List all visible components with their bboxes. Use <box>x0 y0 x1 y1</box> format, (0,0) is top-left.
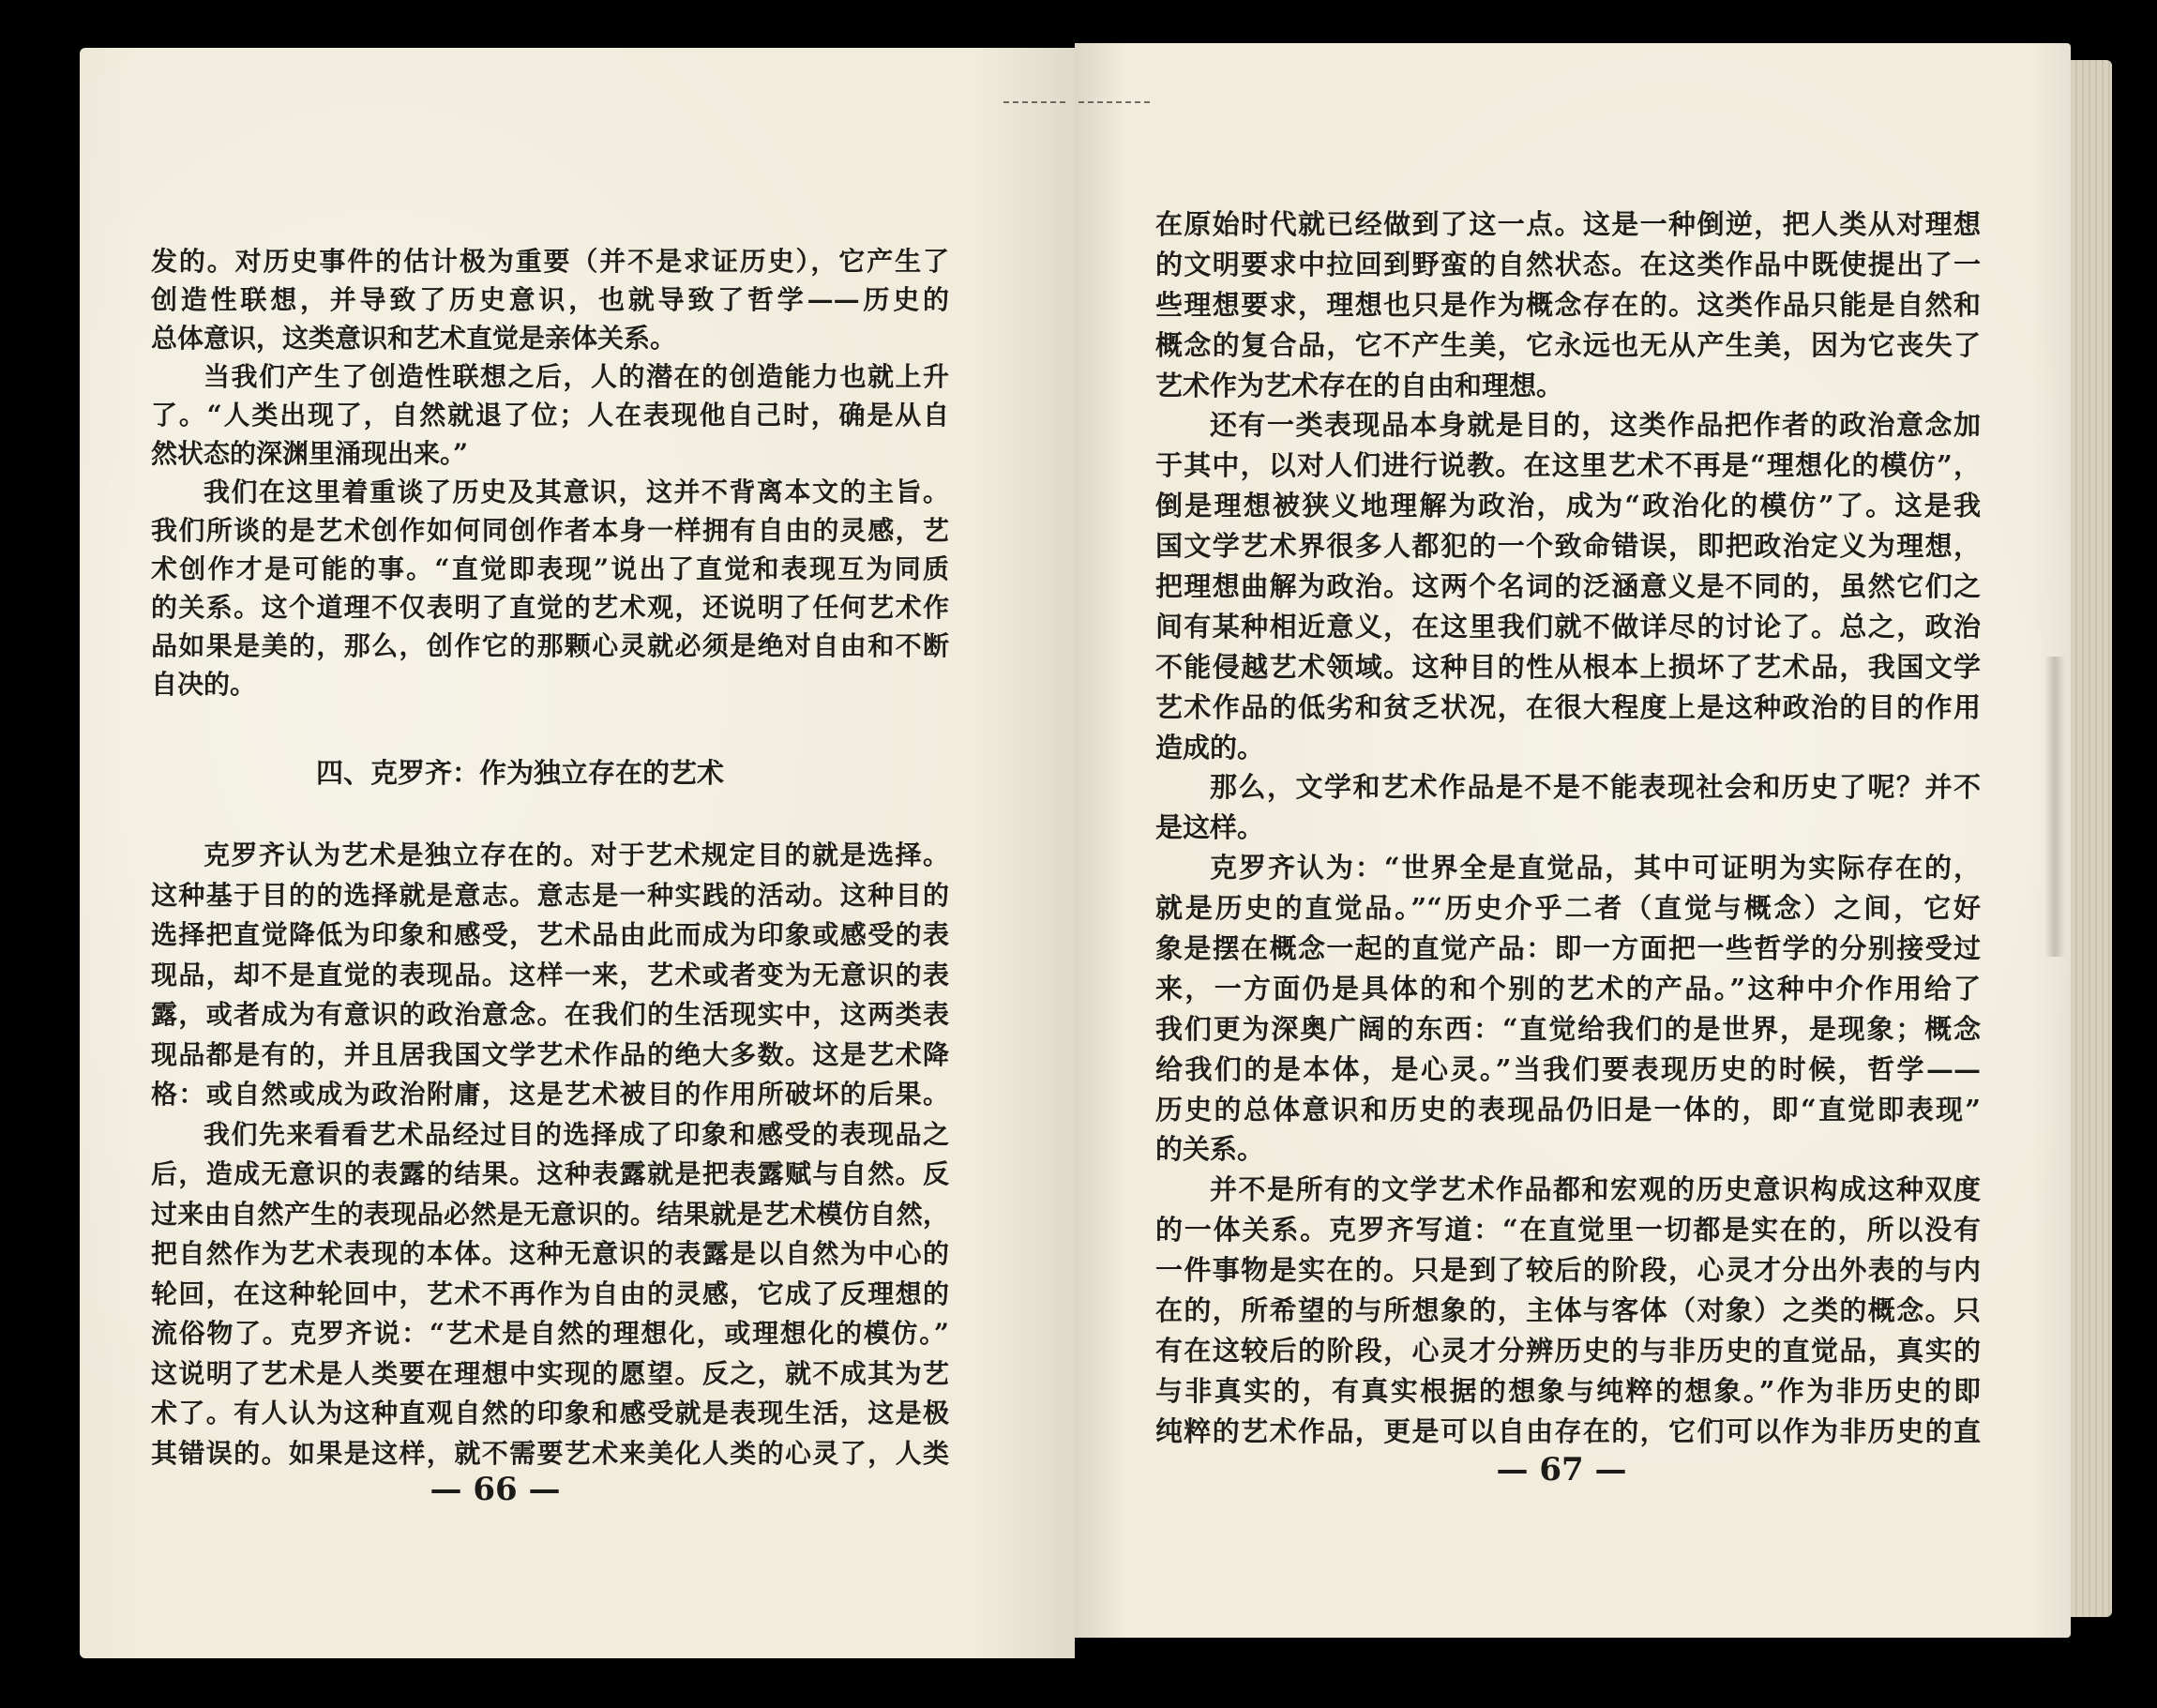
text-line: 把自然作为艺术表现的本体。这种无意识的表露是以自然为中心的 <box>151 1238 949 1269</box>
text-line: 的关系。 <box>1155 1133 1265 1166</box>
text-line: 的关系。这个道理不仅表明了直觉的艺术观，还说明了任何艺术作 <box>151 592 949 623</box>
text-line: 给我们的是本体，是心灵。”当我们要表现历史的时候，哲学—— <box>1155 1052 1981 1085</box>
text-line: 克罗齐认为：“世界全是直觉品，其中可证明为实际存在的， <box>1210 852 1981 884</box>
text-line: 现品都是有的，并且居我国文学艺术作品的绝大多数。这是艺术降 <box>151 1038 949 1070</box>
text-line: 露，或者成为有意识的政治意念。在我们的生活现实中，这两类表 <box>151 999 949 1030</box>
text-line: 轮回，在这种轮回中，艺术不再作为自由的灵感，它成了反理想的 <box>151 1277 949 1309</box>
text-line: 把理想曲解为政治。这两个名词的泛涵意义是不同的，虽然它们之 <box>1155 570 1981 603</box>
right-page-text <box>1155 204 1981 1452</box>
text-line: 这种基于目的的选择就是意志。意志是一种实践的活动。这种目的 <box>151 879 949 911</box>
text-line: 术了。有人认为这种直观自然的印象和感受就是表现生活，这是极 <box>151 1398 949 1428</box>
text-line: 我们先来看看艺术品经过目的选择成了印象和感受的表现品之 <box>204 1118 949 1150</box>
text-line: 艺术作品的低劣和贫乏状况，在很大程度上是这种政治的目的作用 <box>1155 690 1981 723</box>
text-line: 象是摆在概念一起的直觉产品：即一方面把一些哲学的分别接受过 <box>1155 932 1981 965</box>
page-number: — 66 — <box>430 1471 561 1508</box>
text-line: 并不是所有的文学艺术作品都和宏观的历史意识构成这种双度 <box>1210 1173 1981 1206</box>
text-line: 还有一类表现品本身就是目的，这类作品把作者的政治意念加 <box>1210 409 1981 442</box>
text-line: 的一体关系。克罗齐写道：“在直觉里一切都是实在的，所以没有 <box>1155 1214 1981 1247</box>
text-line: 然状态的深渊里涌现出来。” <box>151 438 469 469</box>
left-page-text-upper <box>151 242 949 703</box>
text-line: 历史的总体意识和历史的表现品仍旧是一体的，即“直觉即表现” <box>1155 1093 1981 1126</box>
text-line: 术创作才是可能的事。“直觉即表现”说出了直觉和表现互为同质 <box>151 553 949 584</box>
text-line: 倒是理想被狭义地理解为政治，成为“政治化的模仿”了。这是我 <box>1155 490 1981 522</box>
text-line: 我们所谈的是艺术创作如何同创作者本身一样拥有自由的灵感，艺 <box>151 515 949 546</box>
text-line: 这说明了艺术是人类要在理想中实现的愿望。反之，就不成其为艺 <box>151 1357 949 1389</box>
text-line: 现品，却不是直觉的表现品。这样一来，艺术或者变为无意识的表 <box>151 959 949 990</box>
text-line: 选择把直觉降低为印象和感受，艺术品由此而成为印象或感受的表 <box>151 919 949 950</box>
text-line: 有在这较后的阶段，心灵才分辨历史的与非历史的直觉品，真实的 <box>1155 1334 1981 1367</box>
binding-shadow <box>2044 657 2065 957</box>
text-line: 是这样。 <box>1155 811 1265 844</box>
left-page-text-lower <box>151 836 949 1474</box>
text-line: 其错误的。如果是这样，就不需要艺术来美化人类的心灵了，人类 <box>151 1437 949 1469</box>
text-line: 过来由自然产生的表现品必然是无意识的。结果就是艺术模仿自然， <box>151 1198 949 1230</box>
text-line: 间有某种相近意义，在这里我们就不做详尽的讨论了。总之，政治 <box>1155 610 1981 642</box>
text-line: 后，造成无意识的表露的结果。这种表露就是把表露赋与自然。反 <box>151 1158 949 1189</box>
text-line: 来，一方面仍是具体的和个别的艺术的产品。”这种中介作用给了 <box>1155 972 1981 1005</box>
text-line: 了。“人类出现了，自然就退了位；人在表现他自己时，确是从自 <box>151 400 949 431</box>
text-line: 就是历史的直觉品。”“历史介乎二者（直觉与概念）之间，它好 <box>1155 892 1981 925</box>
text-line: 的文明要求中拉回到野蛮的自然状态。在这类作品中既使提出了一 <box>1155 248 1981 280</box>
text-line: 艺术作为艺术存在的自由和理想。 <box>1155 369 1564 401</box>
text-line: 不能侵越艺术领域。这种目的性从根本上损坏了艺术品，我国文学 <box>1155 650 1981 683</box>
text-line: 克罗齐认为艺术是独立存在的。对于艺术规定目的就是选择。 <box>204 839 949 870</box>
text-line: 品如果是美的，那么，创作它的那颗心灵就必须是绝对自由和不断 <box>151 630 949 661</box>
text-line: 我们更为深奥广阔的东西：“直觉给我们的是世界，是现象；概念 <box>1155 1012 1981 1045</box>
text-line: 那么，文学和艺术作品是不是不能表现社会和历史了呢？并不 <box>1210 771 1981 804</box>
section-heading: 四、克罗齐：作为独立存在的艺术 <box>316 757 725 789</box>
text-line: 国文学艺术界很多人都犯的一个致命错误，即把政治定义为理想， <box>1155 530 1981 563</box>
text-line: 发的。对历史事件的估计极为重要（并不是求证历史），它产生了 <box>151 246 949 277</box>
text-line: 一件事物是实在的。只是到了较后的阶段，心灵才分出外表的与内 <box>1155 1254 1981 1287</box>
text-line: 总体意识，这类意识和艺术直觉是亲体关系。 <box>151 323 677 354</box>
text-line: 纯粹的艺术作品，更是可以自由存在的，它们可以作为非历史的直 <box>1155 1414 1981 1447</box>
text-line: 在的，所希望的与所想象的，主体与客体（对象）之类的概念。只 <box>1155 1294 1981 1327</box>
text-line: 流俗物了。克罗齐说：“艺术是自然的理想化，或理想化的模仿。” <box>151 1318 949 1349</box>
text-line: 于其中，以对人们进行说教。在这里艺术不再是“理想化的模仿”， <box>1155 449 1981 482</box>
text-line: 与非真实的，有真实根据的想象与纯粹的想象。”作为非历史的即 <box>1155 1374 1981 1407</box>
text-line: 些理想要求，理想也只是作为概念存在的。这类作品只能是自然和 <box>1155 288 1981 321</box>
text-line: 当我们产生了创造性联想之后，人的潜在的创造能力也就上升 <box>204 361 949 392</box>
gutter-mark <box>1078 101 1154 103</box>
text-line: 我们在这里着重谈了历史及其意识，这并不背离本文的主旨。 <box>204 476 949 507</box>
text-line: 格：或自然或成为政治附庸，这是艺术被目的作用所破坏的后果。 <box>151 1079 949 1110</box>
text-line: 在原始时代就已经做到了这一点。这是一种倒逆，把人类从对理想 <box>1155 208 1981 240</box>
page-edges <box>2071 60 2112 1617</box>
page-number: — 67 — <box>1496 1451 1627 1489</box>
gutter-mark <box>1003 101 1069 103</box>
text-line: 创造性联想，并导致了历史意识，也就导致了哲学——历史的 <box>151 284 949 315</box>
text-line: 概念的复合品，它不产生美，它永远也无从产生美，因为它丧失了 <box>1155 328 1981 361</box>
text-line: 造成的。 <box>1155 731 1265 763</box>
text-line: 自决的。 <box>151 669 257 700</box>
